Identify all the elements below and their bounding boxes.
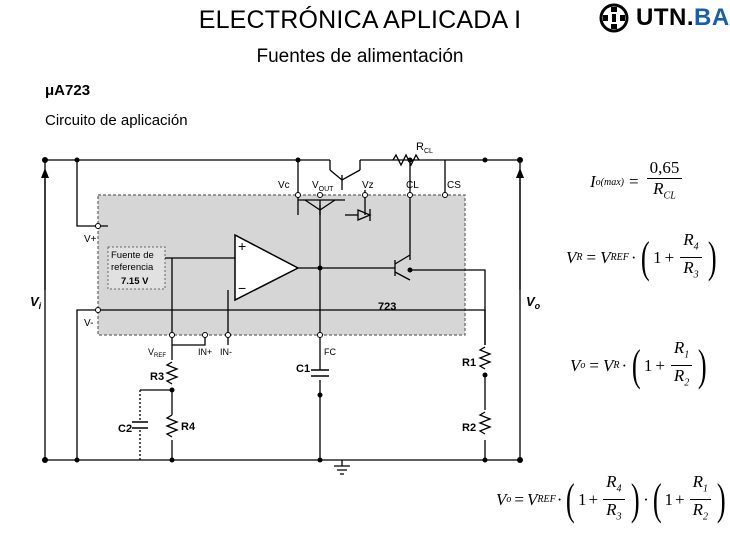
logo-ba: BA — [694, 4, 730, 31]
vref-pin-label: $V_{REF}$ — [148, 347, 167, 359]
eq4-den2-sub: 2 — [702, 511, 708, 523]
r4-resistor — [167, 415, 177, 437]
eq3-num-sub: 1 — [684, 349, 690, 361]
eq4-num1: R — [606, 472, 617, 491]
eq3-one: 1 — [643, 355, 653, 375]
rcl-label: $R_{CL}$ — [416, 141, 433, 155]
eq4-fraction1 — [603, 472, 624, 528]
in-minus-pin-label: IN- — [220, 347, 232, 357]
eq4-den1-sub: 3 — [616, 511, 622, 523]
equation-vr: V R = V REF · ( 1 + $\frac{R_4}{R_3}$ ) — [566, 230, 719, 286]
eq4-fraction2 — [690, 472, 711, 528]
vc-pin-label: Vc — [278, 180, 290, 191]
section-label: Circuito de aplicación — [45, 112, 188, 129]
equation-io-max: I o(max) = $\frac{0,65}{R_{CL}}$ — [590, 158, 685, 206]
eq3-den: R — [673, 366, 685, 386]
chip-label: 723 — [378, 301, 397, 313]
eq3-fraction — [671, 338, 692, 394]
fc-pin-label: FC — [324, 347, 336, 357]
eq4-lhs: V — [496, 489, 507, 509]
r2-resistor — [480, 412, 490, 434]
eq2-lhs: V — [566, 247, 577, 267]
eq1-fraction — [647, 158, 683, 206]
eq4-den2: R — [692, 500, 703, 520]
eq2-num: R — [683, 230, 694, 249]
equation-vo-vref: V o = V REF · ( 1 + $\frac{R_4}{R_3}$ ) · ( 1 + $\frac{R_1}{R_2}$ ) — [496, 472, 729, 528]
c2-capacitor — [132, 422, 148, 428]
eq2-den-sub: 3 — [693, 269, 699, 281]
ref-voltage: 7.15 V — [121, 276, 149, 287]
eq3-lhs-sub: o — [580, 360, 586, 372]
r1-resistor — [480, 347, 490, 369]
c1-label: C1 — [296, 363, 311, 375]
eq1-den: R — [653, 179, 664, 198]
eq4-mid: V — [526, 489, 538, 509]
eq3-den-sub: 2 — [684, 377, 690, 389]
vi-label: $V_i$ — [30, 294, 42, 311]
eq1-den-sub: CL — [663, 190, 676, 202]
eq3-num: R — [673, 338, 685, 357]
chip-name: μA723 — [45, 82, 91, 99]
in-plus-pin-label: IN+ — [198, 347, 213, 357]
c1-capacitor — [311, 370, 329, 376]
eq1-lhs: I — [590, 172, 596, 192]
eq4-num2-sub: 1 — [702, 483, 708, 495]
logo-utn: UTN. — [636, 4, 694, 31]
c2-label: C2 — [118, 423, 133, 435]
equation-vo-vr: V o = V R · ( 1 + $\frac{R_1}{R_2}$ ) — [570, 338, 710, 394]
cs-pin-label: CS — [447, 180, 461, 191]
eq2-lhs-sub: R — [576, 252, 583, 264]
eq2-mid: V — [600, 247, 611, 267]
opamp-minus: − — [238, 280, 247, 296]
eq1-lhs-sub: o(max) — [595, 176, 624, 188]
eq2-one: 1 — [653, 247, 662, 267]
eq3-mid-sub: R — [613, 360, 620, 372]
vplus-pin-label: V+ — [84, 234, 97, 245]
arrowheads — [41, 168, 524, 178]
eq4-one2: 1 — [664, 489, 673, 509]
r1-label: R1 — [462, 357, 477, 369]
eq3-mid: V — [602, 355, 614, 375]
eq2-num-sub: 4 — [693, 241, 699, 253]
page-title: ELECTRÓNICA APLICADA I — [198, 6, 522, 34]
r3-label: R3 — [150, 371, 165, 383]
page-subtitle: Fuentes de alimentación — [256, 46, 464, 67]
eq4-num2: R — [692, 472, 703, 491]
r2-label: R2 — [462, 422, 477, 434]
eq4-lhs-sub: o — [506, 494, 512, 506]
ref-label-2: referencia — [111, 262, 154, 273]
eq2-den: R — [683, 258, 694, 278]
r4-label: R4 — [181, 421, 196, 433]
eq4-den1: R — [606, 500, 617, 520]
eq4-mid-sub: REF — [537, 494, 556, 506]
ref-label-1: Fuente de — [111, 250, 154, 261]
eq1-num: 0,65 — [647, 158, 683, 179]
eq3-lhs: V — [570, 355, 581, 375]
eq4-num1-sub: 4 — [616, 483, 622, 495]
r3-resistor — [167, 362, 177, 384]
opamp-plus: + — [238, 238, 247, 254]
eq2-fraction — [680, 230, 701, 286]
cl-pin-label: CL — [406, 180, 419, 191]
vo-label: $V_o$ — [526, 294, 541, 311]
eq2-mid-sub: REF — [610, 252, 629, 264]
eq4-one1: 1 — [578, 489, 587, 509]
vminus-pin-label: V- — [84, 318, 94, 329]
vz-pin-label: Vz — [362, 180, 374, 191]
vout-pin-label: $V_{OUT}$ — [312, 180, 334, 193]
